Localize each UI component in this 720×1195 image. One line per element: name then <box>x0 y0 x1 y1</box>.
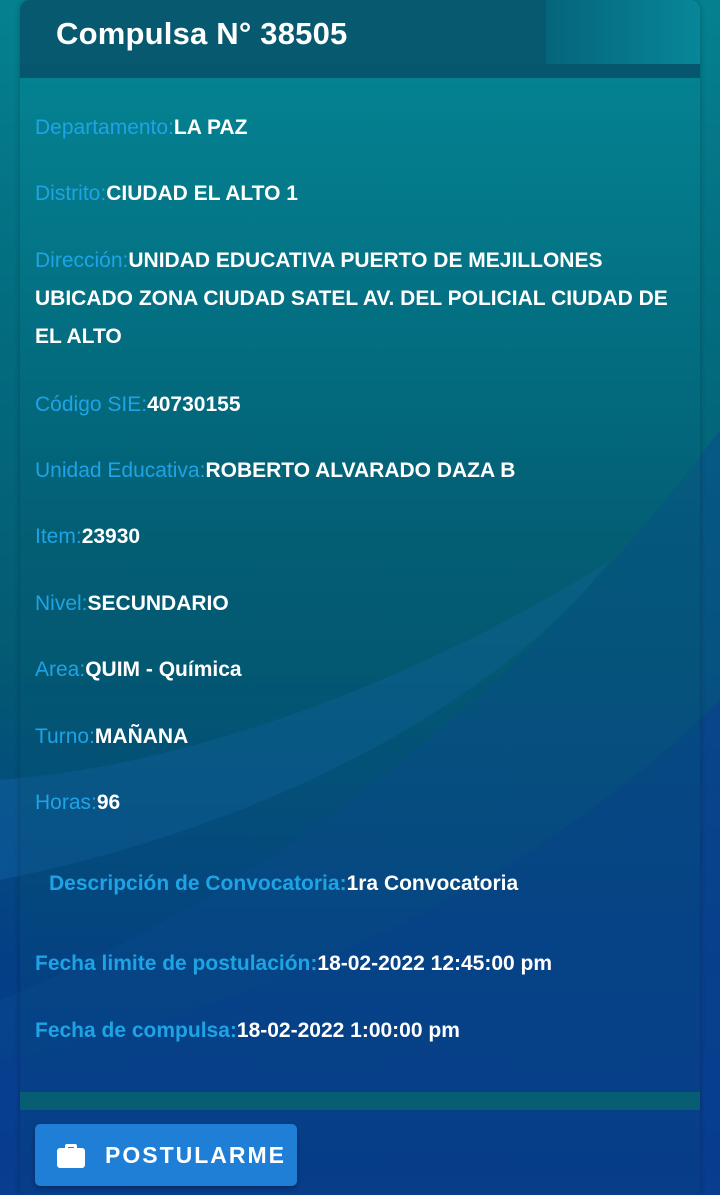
field-label: Código SIE: <box>35 393 148 416</box>
field-value: 18-02-2022 12:45:00 pm <box>317 952 553 975</box>
field-value: MAÑANA <box>94 725 189 748</box>
field-value: CIUDAD EL ALTO 1 <box>106 182 298 205</box>
field-direccion <box>35 242 675 356</box>
field-label: Distrito: <box>35 182 107 205</box>
field-nivel <box>35 585 675 623</box>
card-header <box>20 0 700 78</box>
field-descripcion-convocatoria <box>49 865 689 903</box>
field-value: 40730155 <box>147 393 241 416</box>
field-label: Item: <box>35 525 82 548</box>
field-label: Turno: <box>35 725 95 748</box>
card-footer-divider <box>20 1092 700 1110</box>
field-value: UNIDAD EDUCATIVA PUERTO DE MEJILLONES UBICADO ZONA CIUDAD SATEL AV. DEL POLICIAL CIUDAD DE EL ALTO <box>35 249 668 348</box>
field-fecha-compulsa <box>35 1012 675 1050</box>
card-title: Compulsa N° 38505 <box>56 16 348 51</box>
field-departamento <box>35 109 675 147</box>
field-value: 96 <box>96 791 121 814</box>
field-label: Fecha de compulsa: <box>35 1019 237 1042</box>
field-label: Descripción de Convocatoria: <box>49 872 347 895</box>
compulsa-card <box>20 0 700 1195</box>
field-area <box>35 651 675 689</box>
field-unidad-educativa <box>35 452 675 490</box>
field-codigo-sie <box>35 386 675 424</box>
field-value: SECUNDARIO <box>87 592 229 615</box>
header-accent <box>20 64 700 78</box>
field-label: Departamento: <box>35 116 174 139</box>
briefcase-icon <box>57 1142 85 1168</box>
field-label: Unidad Educativa: <box>35 459 206 482</box>
field-label: Horas: <box>35 791 97 814</box>
field-value: LA PAZ <box>173 116 248 139</box>
field-distrito <box>35 175 675 213</box>
field-label: Nivel: <box>35 592 88 615</box>
field-fecha-limite <box>35 945 675 983</box>
field-value: 18-02-2022 1:00:00 pm <box>236 1019 460 1042</box>
field-label: Dirección: <box>35 249 129 272</box>
field-item <box>35 518 675 556</box>
field-value: 23930 <box>81 525 141 548</box>
field-turno <box>35 718 675 756</box>
field-value: QUIM - Química <box>85 658 242 681</box>
field-label: Fecha limite de postulación: <box>35 952 318 975</box>
field-value: ROBERTO ALVARADO DAZA B <box>205 459 516 482</box>
postularme-button[interactable] <box>35 1124 297 1186</box>
postularme-label: POSTULARME <box>105 1141 286 1168</box>
field-value: 1ra Convocatoria <box>346 872 519 895</box>
field-horas <box>35 784 675 822</box>
field-label: Area: <box>35 658 86 681</box>
